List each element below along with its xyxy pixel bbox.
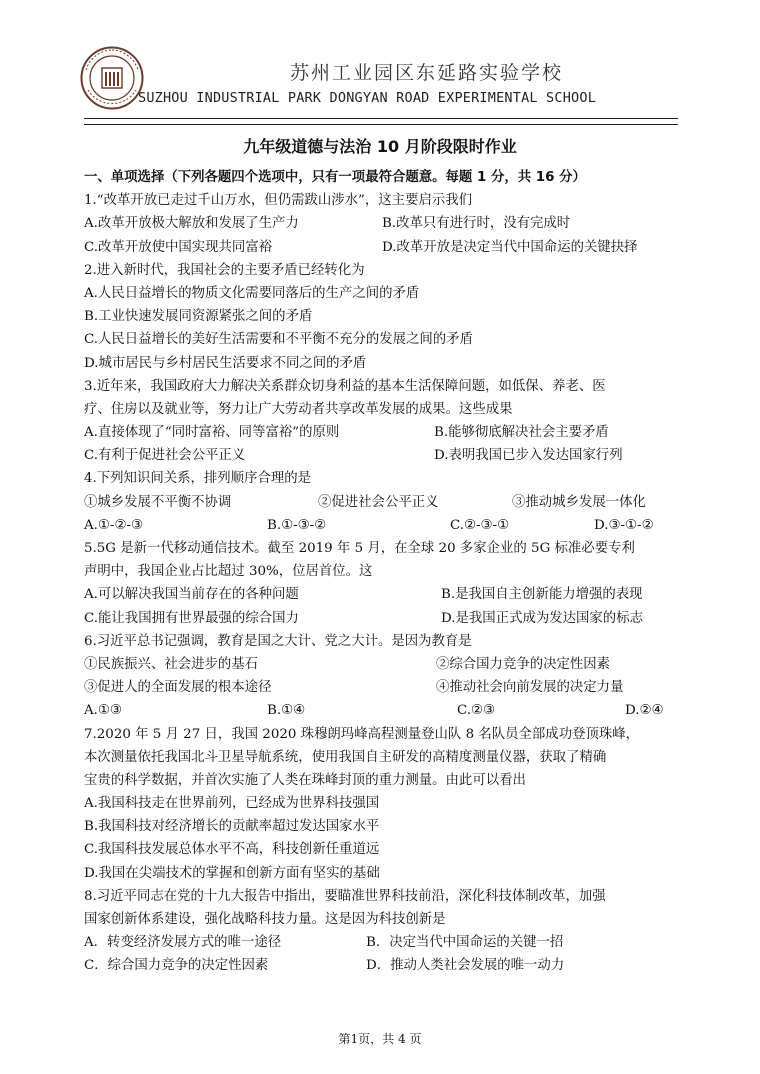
question-1-option-a: A.改革开放极大解放和发展了生产力 — [84, 216, 299, 232]
question-6-option-d: D.②④ — [625, 703, 664, 719]
question-7-option-d: D.我国在尖端技术的掌握和创新方面有坚实的基础 — [84, 865, 380, 881]
header-rule-top — [84, 118, 678, 119]
question-3-option-a: A.直接体现了“同时富裕、同等富裕”的原则 — [84, 425, 340, 441]
question-6-item-2: ②综合国力竞争的决定性因素 — [436, 656, 611, 672]
question-2-option-c: C.人民日益增长的美好生活需要和不平衡不充分的发展之间的矛盾 — [84, 332, 473, 348]
school-name-en: SUZHOU INDUSTRIAL PARK DONGYAN ROAD EXPERIMENTAL SCHOOL — [138, 90, 597, 106]
question-8-stem-line-2: 国家创新体系建设，强化战略科技力量。这是因为科技创新是 — [84, 912, 446, 927]
question-6-options — [84, 699, 680, 722]
question-3-stem-line-2: 疗、住房以及就业等，努力让广大劳动者共享改革发展的成果。这些成果 — [84, 401, 513, 417]
question-1-option-c: C.改革开放使中国实现共同富裕 — [84, 239, 273, 255]
question-4-option-c: C.②-③-① — [450, 517, 510, 533]
question-8-option-c: C．综合国力竞争的决定性因素 — [84, 958, 269, 974]
question-7-stem-line-3: 宝贵的科学数据，并首次实施了人类在珠峰封顶的重力测量。由此可以看出 — [84, 772, 526, 788]
header-rule-bottom — [84, 124, 678, 125]
question-6-items-row-2 — [84, 676, 680, 699]
question-5-options-row-2 — [84, 607, 680, 630]
question-1-stem: 1.“改革开放已走过千山万水，但仍需跋山涉水”，这主要启示我们 — [84, 193, 473, 209]
question-5-option-a: A.可以解决我国当前存在的各种问题 — [84, 587, 299, 603]
page-title: 九年级道德与法治 10 月阶段限时作业 — [243, 137, 517, 156]
question-3-options-row-2 — [84, 444, 680, 467]
question-2-option-b: B.工业快速发展同资源紧张之间的矛盾 — [84, 309, 313, 325]
question-5-option-c: C.能让我国拥有世界最强的综合国力 — [84, 610, 299, 626]
question-7-stem-line-2: 本次测量依托我国北斗卫星导航系统，使用我国自主研发的高精度测量仪器，获取了精确 — [84, 749, 607, 765]
question-4-options — [84, 514, 680, 537]
question-3-option-c: C.有利于促进社会公平正义 — [84, 448, 246, 464]
question-5-option-b: B.是我国自主创新能力增强的表现 — [441, 587, 643, 603]
question-5-stem-line-2: 声明中，我国企业占比超过 30%，位居首位。这 — [84, 564, 373, 580]
question-2-stem: 2.进入新时代，我国社会的主要矛盾已经转化为 — [84, 262, 365, 278]
exam-content — [84, 166, 680, 978]
question-7-option-c: C.我国科技发展总体水平不高，科技创新任重道远 — [84, 842, 380, 858]
question-3-options-row-1 — [84, 421, 680, 444]
question-4-item-3: ③推动城乡发展一体化 — [512, 494, 646, 510]
question-8-options-row-2 — [84, 954, 680, 977]
question-6-option-a: A.①③ — [84, 703, 122, 719]
question-6-stem: 6.习近平总书记强调，教育是国之大计、党之大计。是因为教育是 — [84, 633, 472, 649]
question-7-option-b: B.我国科技对经济增长的贡献率超过发达国家水平 — [84, 819, 380, 835]
question-3-option-d: D.表明我国已步入发达国家行列 — [434, 448, 623, 464]
question-1-option-b: B.改革只有进行时，没有完成时 — [382, 216, 571, 232]
question-3-stem-line-1: 3.近年来，我国政府大力解决关系群众切身利益的基本生活保障问题，如低保、养老、医 — [84, 378, 606, 394]
question-6-items-row-1 — [84, 653, 680, 676]
question-1-options-row-1 — [84, 212, 680, 235]
question-2-option-a: A.人民日益增长的物质文化需要同落后的生产之间的矛盾 — [84, 285, 420, 301]
question-6-option-c: C.②③ — [457, 703, 496, 719]
question-4-stem: 4.下列知识间关系，排列顺序合理的是 — [84, 471, 312, 487]
question-4-option-a: A.①-②-③ — [84, 517, 143, 533]
school-logo — [80, 46, 144, 110]
question-6-item-3: ③促进人的全面发展的根本途径 — [84, 680, 272, 696]
question-8-option-b: B．决定当代中国命运的关键一招 — [366, 935, 564, 951]
question-3-option-b: B.能够彻底解决社会主要矛盾 — [434, 425, 609, 441]
question-5-option-d: D.是我国正式成为发达国家的标志 — [441, 610, 643, 626]
question-6-item-4: ④推动社会向前发展的决定力量 — [436, 680, 624, 696]
question-6-item-1: ①民族振兴、社会进步的基石 — [84, 656, 259, 672]
question-1-options-row-2 — [84, 236, 680, 259]
question-6-option-b: B.①④ — [267, 703, 306, 719]
page-header — [80, 46, 680, 110]
question-8-option-a: A．转变经济发展方式的唯一途径 — [84, 935, 282, 951]
question-7-option-a: A.我国科技走在世界前列，已经成为世界科技强国 — [84, 796, 380, 812]
page-number-footer: 第1页，共 4 页 — [338, 1032, 422, 1046]
question-5-stem-line-1: 5.5G 是新一代移动通信技术。截至 2019 年 5 月，在全球 20 多家企业的 5G 标准必要专利 — [84, 541, 635, 556]
question-4-option-d: D.③-①-② — [594, 517, 654, 533]
question-4-item-1: ①城乡发展不平衡不协调 — [84, 494, 232, 510]
question-4-item-2: ②促进社会公平正义 — [318, 494, 439, 510]
school-name-cn: 苏州工业园区东延路实验学校 — [290, 62, 564, 84]
section-heading: 一、单项选择（下列各题四个选项中，只有一项最符合题意。每题 1 分，共 16 分） — [84, 170, 586, 185]
question-8-stem-line-1: 8.习近平同志在党的十九大报告中指出，要瞄准世界科技前沿，深化科技体制改革，加强 — [84, 888, 606, 904]
question-1-option-d: D.改革开放是决定当代中国命运的关键抉择 — [382, 239, 638, 255]
question-4-items — [84, 491, 680, 514]
question-7-stem-line-1: 7.2020 年 5 月 27 日，我国 2020 珠穆朗玛峰高程测量登山队 8 名队员全部成功登顶珠峰， — [84, 726, 640, 742]
question-2-option-d: D.城市居民与乡村居民生活要求不同之间的矛盾 — [84, 355, 367, 371]
question-8-option-d: D．推动人类社会发展的唯一动力 — [366, 958, 565, 974]
question-4-option-b: B.①-③-② — [267, 517, 327, 533]
question-8-options-row-1 — [84, 931, 680, 954]
question-5-options-row-1 — [84, 583, 680, 606]
